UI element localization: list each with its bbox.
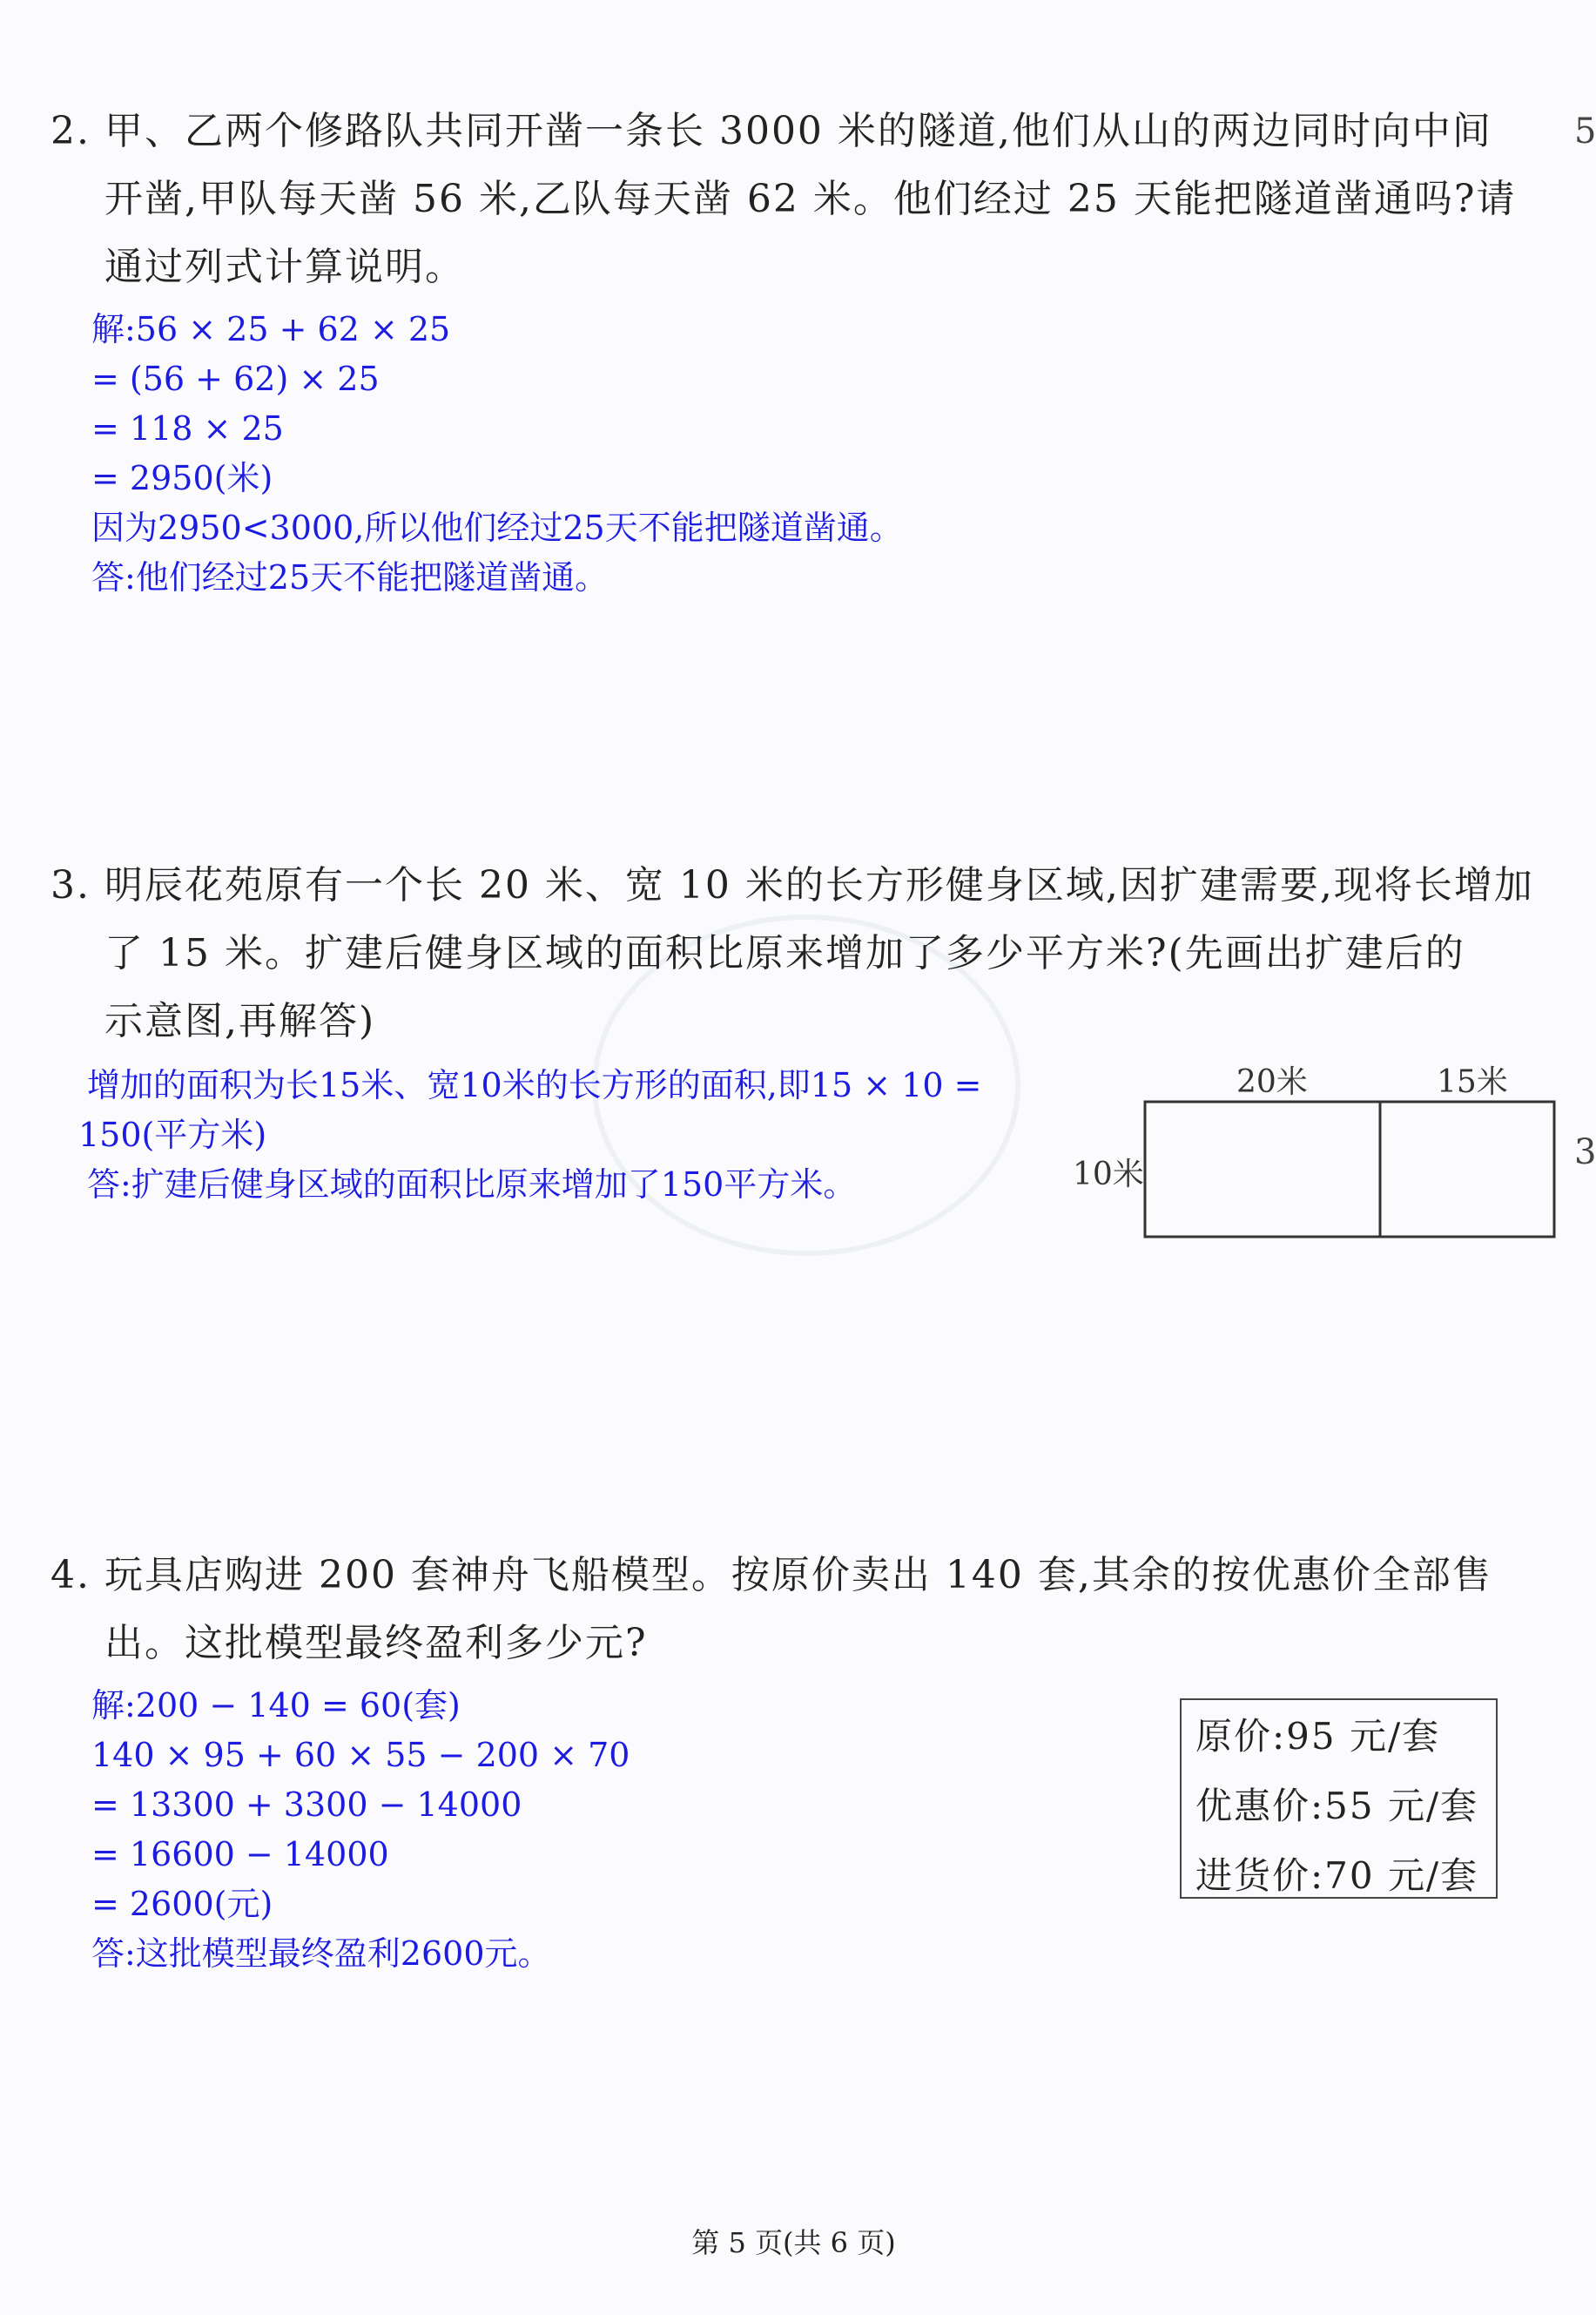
problem-2-line-1: 2. 甲、乙两个修路队共同开凿一条长 3000 米的隧道,他们从山的两边同时向中间 <box>51 109 1492 153</box>
price-box <box>1180 1698 1498 1899</box>
expansion-diagram <box>1058 1054 1580 1254</box>
problem-2-line-3: 通过列式计算说明。 <box>104 245 465 289</box>
price-discount: 优惠价:55 元/套 <box>1195 1785 1479 1827</box>
answer-4-line-6: 答:这批模型最终盈利2600元。 <box>91 1934 551 1973</box>
answer-4-line-2: 140 × 95 + 60 × 55 − 200 × 70 <box>91 1736 630 1774</box>
page-footer: 第 5 页(共 6 页) <box>691 2226 896 2259</box>
price-purchase: 进货价:70 元/套 <box>1195 1854 1479 1897</box>
problem-4 <box>51 1542 1513 1677</box>
answer-2-line-2: = (56 + 62) × 25 <box>91 360 380 398</box>
problem-3-line-3: 示意图,再解答) <box>104 999 376 1043</box>
answer-4-line-5: = 2600(元) <box>91 1885 273 1923</box>
answer-3 <box>78 1061 982 1210</box>
edge-mark-top: 5 <box>1574 111 1596 152</box>
price-original: 原价:95 元/套 <box>1195 1715 1441 1758</box>
problem-3-line-1: 3. 明辰花苑原有一个长 20 米、宽 10 米的长方形健身区域,因扩建需要,现将长增加 <box>51 863 1534 908</box>
diagram-label-15m: 15米 <box>1437 1064 1508 1100</box>
answer-3-line-1: 增加的面积为长15米、宽10米的长方形的面积,即15 × 10 = <box>87 1066 982 1104</box>
diagram-outer-rect <box>1145 1102 1554 1237</box>
answer-4 <box>91 1681 630 1979</box>
problem-3 <box>51 852 1534 1056</box>
answer-2-line-6: 答:他们经过25天不能把隧道凿通。 <box>91 558 609 597</box>
answer-2-line-4: = 2950(米) <box>91 459 273 497</box>
diagram-label-10m: 10米 <box>1073 1157 1144 1192</box>
problem-4-line-2: 出。这批模型最终盈利多少元? <box>104 1621 648 1665</box>
answer-3-line-3: 答:扩建后健身区域的面积比原来增加了150平方米。 <box>87 1165 857 1204</box>
diagram-label-20m: 20米 <box>1236 1064 1308 1100</box>
answer-3-line-2: 150(平方米) <box>78 1116 267 1154</box>
answer-4-line-4: = 16600 − 14000 <box>91 1835 389 1873</box>
problem-3-line-2: 了 15 米。扩建后健身区域的面积比原来增加了多少平方米?(先画出扩建后的 <box>104 931 1465 975</box>
problem-2 <box>51 98 1517 301</box>
answer-2 <box>91 305 903 603</box>
answer-2-line-3: = 118 × 25 <box>91 409 284 448</box>
edge-mark-mid: 3 <box>1574 1132 1596 1172</box>
answer-4-line-1: 解:200 − 140 = 60(套) <box>91 1686 461 1724</box>
problem-4-line-1: 4. 玩具店购进 200 套神舟飞船模型。按原价卖出 140 套,其余的按优惠价全部售 <box>51 1553 1492 1597</box>
answer-2-line-1: 解:56 × 25 + 62 × 25 <box>91 310 451 348</box>
answer-4-line-3: = 13300 + 3300 − 14000 <box>91 1785 522 1824</box>
answer-2-line-5: 因为2950<3000,所以他们经过25天不能把隧道凿通。 <box>91 509 903 547</box>
problem-2-line-2: 开凿,甲队每天凿 56 米,乙队每天凿 62 米。他们经过 25 天能把隧道凿通吗?请 <box>104 177 1517 221</box>
